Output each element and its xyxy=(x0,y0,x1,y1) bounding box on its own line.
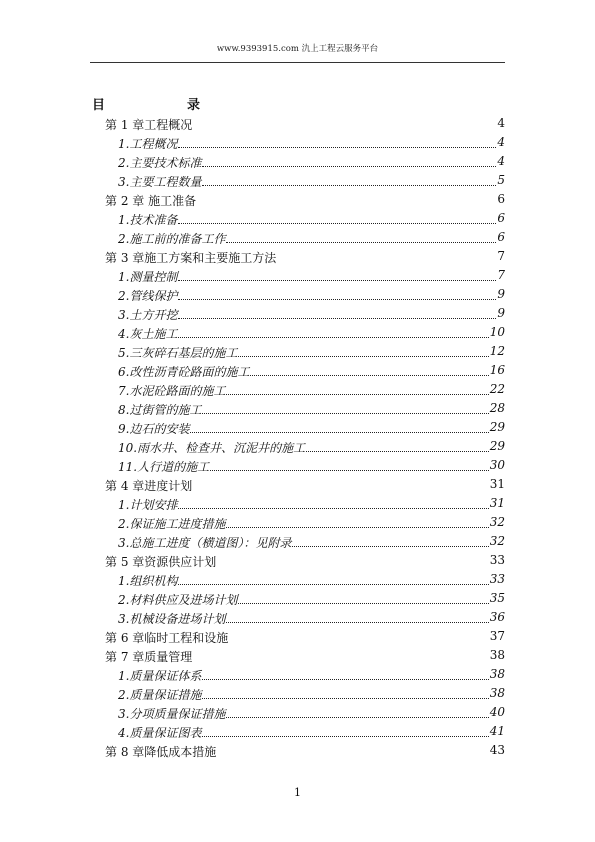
toc-section-entry[interactable] xyxy=(0,515,595,534)
toc-entry-title: 7.水泥砼路面的施工 xyxy=(118,384,226,398)
toc-entry-title: 第 3 章施工方案和主要施工方法 xyxy=(105,251,277,265)
toc-dot-leader xyxy=(178,280,496,281)
toc-entry-title: 第 7 章质量管理 xyxy=(105,650,193,664)
toc-entry-title: 第 2 章 施工准备 xyxy=(105,194,197,208)
toc-entry-title: 8.过街管的施工 xyxy=(118,403,202,417)
toc-dot-leader xyxy=(178,147,496,148)
toc-entry-title: 1.质量保证体系 xyxy=(118,669,202,683)
toc-entry-title: 第 5 章资源供应计划 xyxy=(105,555,217,569)
toc-entry-page: 29 xyxy=(489,420,505,434)
toc-chapter-entry[interactable] xyxy=(0,743,595,762)
toc-chapter-entry[interactable] xyxy=(0,477,595,496)
toc-dot-leader xyxy=(202,166,496,167)
toc-section-entry[interactable] xyxy=(0,382,595,401)
toc-section-entry[interactable] xyxy=(0,686,595,705)
toc-section-entry[interactable] xyxy=(0,173,595,192)
toc-entry-title: 1.技术准备 xyxy=(118,213,178,227)
toc-section-entry[interactable] xyxy=(0,458,595,477)
toc-dot-leader xyxy=(210,470,489,471)
toc-section-entry[interactable] xyxy=(0,230,595,249)
toc-entry-page: 28 xyxy=(489,401,505,415)
toc-entry-page: 40 xyxy=(489,705,505,719)
toc-entry-title: 11.人行道的施工 xyxy=(118,460,210,474)
toc-dot-leader xyxy=(250,375,489,376)
toc-entry-title: 6.改性沥青砼路面的施工 xyxy=(118,365,250,379)
toc-chapter-entry[interactable] xyxy=(0,648,595,667)
toc-dot-leader xyxy=(226,622,489,623)
toc-chapter-entry[interactable] xyxy=(0,116,595,135)
toc-entry-title: 3.总施工进度（横道图）：见附录 xyxy=(118,536,292,550)
toc-entry-title: 1.测量控制 xyxy=(118,270,178,284)
toc-entry-page: 4 xyxy=(497,116,505,130)
toc-entry-page: 35 xyxy=(489,591,505,605)
toc-dot-leader xyxy=(226,717,489,718)
toc-entry-page: 7 xyxy=(497,249,505,263)
toc-entry-page: 30 xyxy=(489,458,505,472)
toc-entry-title: 3.机械设备进场计划 xyxy=(118,612,226,626)
toc-section-entry[interactable] xyxy=(0,439,595,458)
toc-section-entry[interactable] xyxy=(0,667,595,686)
toc-section-entry[interactable] xyxy=(0,401,595,420)
toc-entry-page: 6 xyxy=(497,230,505,244)
toc-entry-title: 第 8 章降低成本措施 xyxy=(105,745,217,759)
toc-section-entry[interactable] xyxy=(0,591,595,610)
toc-dot-leader xyxy=(202,736,489,737)
toc-entry-title: 10.雨水井、检查井、沉泥井的施工 xyxy=(118,441,306,455)
toc-section-entry[interactable] xyxy=(0,534,595,553)
toc-entry-page: 4 xyxy=(497,135,505,149)
header-divider xyxy=(90,62,505,63)
toc-section-entry[interactable] xyxy=(0,325,595,344)
toc-chapter-entry[interactable] xyxy=(0,553,595,572)
toc-entry-page: 38 xyxy=(489,648,505,662)
toc-chapter-entry[interactable] xyxy=(0,629,595,648)
toc-entry-title: 3.分项质量保证措施 xyxy=(118,707,226,721)
toc-entry-title: 第 1 章工程概况 xyxy=(105,118,193,132)
toc-section-entry[interactable] xyxy=(0,344,595,363)
toc-section-entry[interactable] xyxy=(0,420,595,439)
toc-entry-title: 4.灰土施工 xyxy=(118,327,178,341)
toc-title xyxy=(92,94,200,113)
toc-title-char-2: 录 xyxy=(187,98,201,113)
toc-entry-page: 22 xyxy=(489,382,505,396)
toc-dot-leader xyxy=(178,584,489,585)
toc-entry-title: 4.质量保证图表 xyxy=(118,726,202,740)
toc-entry-page: 36 xyxy=(489,610,505,624)
toc-entry-page: 31 xyxy=(489,477,505,491)
toc-entry-page: 37 xyxy=(489,629,505,643)
toc-section-entry[interactable] xyxy=(0,211,595,230)
toc-dot-leader xyxy=(226,394,489,395)
toc-dot-leader xyxy=(226,527,489,528)
toc-entry-title: 9.边石的安装 xyxy=(118,422,190,436)
toc-dot-leader xyxy=(178,299,496,300)
toc-entry-page: 33 xyxy=(489,553,505,567)
toc-entry-page: 43 xyxy=(489,743,505,757)
toc-entry-page: 32 xyxy=(489,534,505,548)
toc-section-entry[interactable] xyxy=(0,135,595,154)
toc-entry-page: 41 xyxy=(489,724,505,738)
toc-entry-title: 第 4 章进度计划 xyxy=(105,479,193,493)
toc-dot-leader xyxy=(202,698,489,699)
page-number: 1 xyxy=(294,786,301,799)
toc-dot-leader xyxy=(202,679,489,680)
toc-entry-title: 2.材料供应及进场计划 xyxy=(118,593,238,607)
toc-section-entry[interactable] xyxy=(0,496,595,515)
toc-entry-page: 6 xyxy=(497,192,505,206)
toc-entry-title: 2.质量保证措施 xyxy=(118,688,202,702)
toc-entry-title: 2.施工前的准备工作 xyxy=(118,232,226,246)
page-header: www.9393915.com 氿上工程云服务平台 xyxy=(216,44,379,54)
toc-entry-title: 2.保证施工进度措施 xyxy=(118,517,226,531)
toc-entry-title: 3.主要工程数量 xyxy=(118,175,202,189)
toc-dot-leader xyxy=(202,185,496,186)
toc-section-entry[interactable] xyxy=(0,705,595,724)
toc-entry-title: 第 6 章临时工程和设施 xyxy=(105,631,229,645)
toc-entry-page: 29 xyxy=(489,439,505,453)
toc-entry-page: 12 xyxy=(489,344,505,358)
toc-section-entry[interactable] xyxy=(0,287,595,306)
toc-section-entry[interactable] xyxy=(0,724,595,743)
toc-entry-title: 3.土方开挖 xyxy=(118,308,178,322)
toc-entry-page: 9 xyxy=(497,287,505,301)
toc-section-entry[interactable] xyxy=(0,306,595,325)
toc-entry-title: 2.主要技术标准 xyxy=(118,156,202,170)
toc-dot-leader xyxy=(238,356,489,357)
toc-dot-leader xyxy=(226,242,496,243)
toc-dot-leader xyxy=(178,337,489,338)
toc-entry-page: 6 xyxy=(497,211,505,225)
toc-entry-page: 31 xyxy=(489,496,505,510)
toc-entry-page: 4 xyxy=(497,154,505,168)
toc-entry-page: 10 xyxy=(489,325,505,339)
toc-section-entry[interactable] xyxy=(0,610,595,629)
toc-entry-page: 32 xyxy=(489,515,505,529)
toc-entry-page: 16 xyxy=(489,363,505,377)
toc-dot-leader xyxy=(190,432,489,433)
toc-dot-leader xyxy=(292,546,489,547)
toc-dot-leader xyxy=(178,508,489,509)
toc-dot-leader xyxy=(202,413,489,414)
toc-section-entry[interactable] xyxy=(0,363,595,382)
toc-entry-title: 1.计划安排 xyxy=(118,498,178,512)
toc-dot-leader xyxy=(238,603,489,604)
toc-dot-leader xyxy=(306,451,489,452)
toc-dot-leader xyxy=(178,318,496,319)
toc-entry-page: 38 xyxy=(489,686,505,700)
toc-chapter-entry[interactable] xyxy=(0,192,595,211)
toc-chapter-entry[interactable] xyxy=(0,249,595,268)
toc-section-entry[interactable] xyxy=(0,154,595,173)
toc-entry-title: 1.组织机构 xyxy=(118,574,178,588)
toc-title-char-1: 目 xyxy=(92,98,106,113)
toc-entry-page: 38 xyxy=(489,667,505,681)
toc-entry-title: 1.工程概况 xyxy=(118,137,178,151)
toc-entry-title: 2.管线保护 xyxy=(118,289,178,303)
toc-entry-page: 9 xyxy=(497,306,505,320)
toc-dot-leader xyxy=(178,223,496,224)
toc-section-entry[interactable] xyxy=(0,268,595,287)
toc-entry-page: 7 xyxy=(497,268,505,282)
toc-entry-page: 5 xyxy=(497,173,505,187)
toc-section-entry[interactable] xyxy=(0,572,595,591)
toc-entry-title: 5.三灰碎石基层的施工 xyxy=(118,346,238,360)
toc-entry-page: 33 xyxy=(489,572,505,586)
